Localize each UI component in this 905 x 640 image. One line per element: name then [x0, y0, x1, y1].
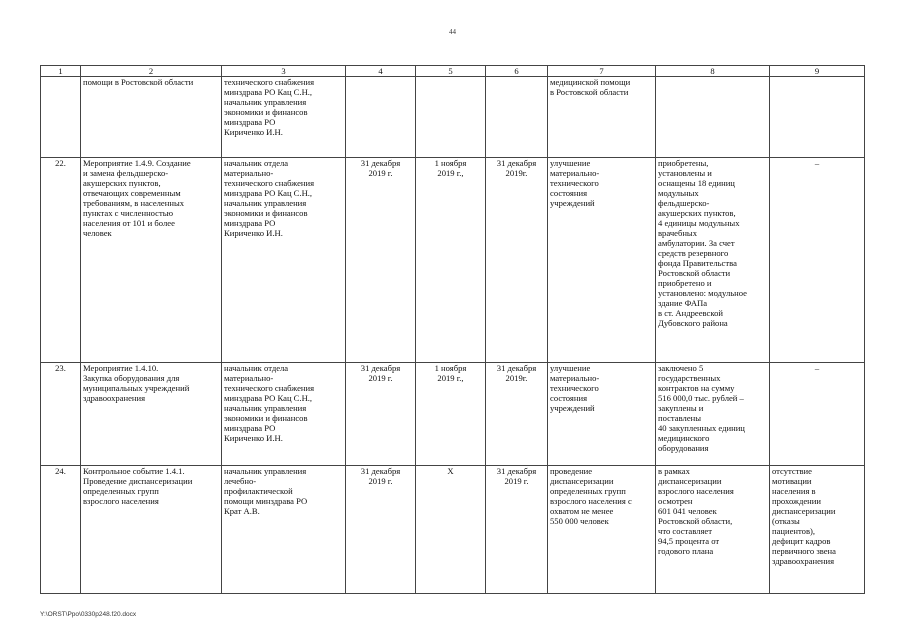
failure-reason [770, 77, 865, 158]
table-row [41, 77, 865, 158]
planned-date [346, 77, 416, 158]
column-header: 2 [81, 66, 222, 77]
responsible-person: технического снабжения минздрава РО Кац С.Н., начальник управления экономики и финансов минздрава РО Кириченко И.Н. [222, 77, 346, 158]
actual-end-date [486, 77, 548, 158]
column-header: 6 [486, 66, 548, 77]
column-header: 3 [222, 66, 346, 77]
actual-start-date [416, 77, 486, 158]
planned-date: 31 декабря 2019 г. [346, 363, 416, 466]
column-header: 8 [656, 66, 770, 77]
responsible-person: начальник управления лечебно- профилактической помощи минздрава РО Крат А.В. [222, 466, 346, 594]
responsible-person: начальник отдела материально- технического снабжения минздрава РО Кац С.Н., начальник управления экономики и финансов минздрава РО Кириченко И.Н. [222, 363, 346, 466]
planned-result: проведение диспансеризации определенных групп взрослого населения с охватом не менее 550 000 человек [548, 466, 656, 594]
column-header: 7 [548, 66, 656, 77]
failure-reason: – [770, 158, 865, 363]
actual-result [656, 77, 770, 158]
actual-start-date: 1 ноября 2019 г., [416, 158, 486, 363]
table-row [41, 363, 865, 466]
file-path-footer: Y:\ORST\Ppo\0330p248.f20.docx [40, 611, 137, 618]
actual-end-date: 31 декабря 2019 г. [486, 466, 548, 594]
column-header: 1 [41, 66, 81, 77]
column-header: 9 [770, 66, 865, 77]
planned-result: улучшение материально- технического состояния учреждений [548, 363, 656, 466]
activity-name: Мероприятие 1.4.9. Создание и замена фельдшерско- акушерских пунктов, отвечающих современным требованиям, в населенных пунктах с численностью населения от 101 и более человек [81, 158, 222, 363]
actual-start-date: Х [416, 466, 486, 594]
page-number: 44 [449, 28, 456, 36]
column-header: 5 [416, 66, 486, 77]
planned-date: 31 декабря 2019 г. [346, 158, 416, 363]
responsible-person: начальник отдела материально- технического снабжения минздрава РО Кац С.Н., начальник управления экономики и финансов минздрава РО Кириченко И.Н. [222, 158, 346, 363]
activity-name: Контрольное событие 1.4.1. Проведение диспансеризации определенных групп взрослого населения [81, 466, 222, 594]
column-header: 4 [346, 66, 416, 77]
table-header-row [41, 66, 865, 77]
actual-result: приобретены, установлены и оснащены 18 единиц модульных фельдшерско- акушерских пунктов, 4 единицы модульных врачебных амбулатории. За счет средств резервного фонда Правительства Ростовской области приобретено и установлено: модульное здание ФАПа в ст. Андреевской Дубовского района [656, 158, 770, 363]
actual-start-date: 1 ноября 2019 г., [416, 363, 486, 466]
report-table [40, 65, 865, 594]
row-number [41, 77, 81, 158]
table-row [41, 466, 865, 594]
actual-result: в рамках диспансеризации взрослого населения осмотрен 601 041 человек Ростовской области, что составляет 94,5 процента от годового плана [656, 466, 770, 594]
failure-reason: – [770, 363, 865, 466]
planned-result: улучшение материально- технического состояния учреждений [548, 158, 656, 363]
actual-end-date: 31 декабря 2019г. [486, 363, 548, 466]
row-number: 23. [41, 363, 81, 466]
actual-end-date: 31 декабря 2019г. [486, 158, 548, 363]
row-number: 24. [41, 466, 81, 594]
activity-name: Мероприятие 1.4.10. Закупка оборудования для муниципальных учреждений здравоохранения [81, 363, 222, 466]
activity-name: помощи в Ростовской области [81, 77, 222, 158]
planned-result: медицинской помощи в Ростовской области [548, 77, 656, 158]
planned-date: 31 декабря 2019 г. [346, 466, 416, 594]
row-number: 22. [41, 158, 81, 363]
actual-result: заключено 5 государственных контрактов на сумму 516 000,0 тыс. рублей – закуплены и поставлены 40 закупленных единиц медицинского оборудования [656, 363, 770, 466]
failure-reason: отсутствие мотивации населения в прохождении диспансеризации (отказы пациентов), дефицит кадров первичного звена здравоохранения [770, 466, 865, 594]
table-row [41, 158, 865, 363]
